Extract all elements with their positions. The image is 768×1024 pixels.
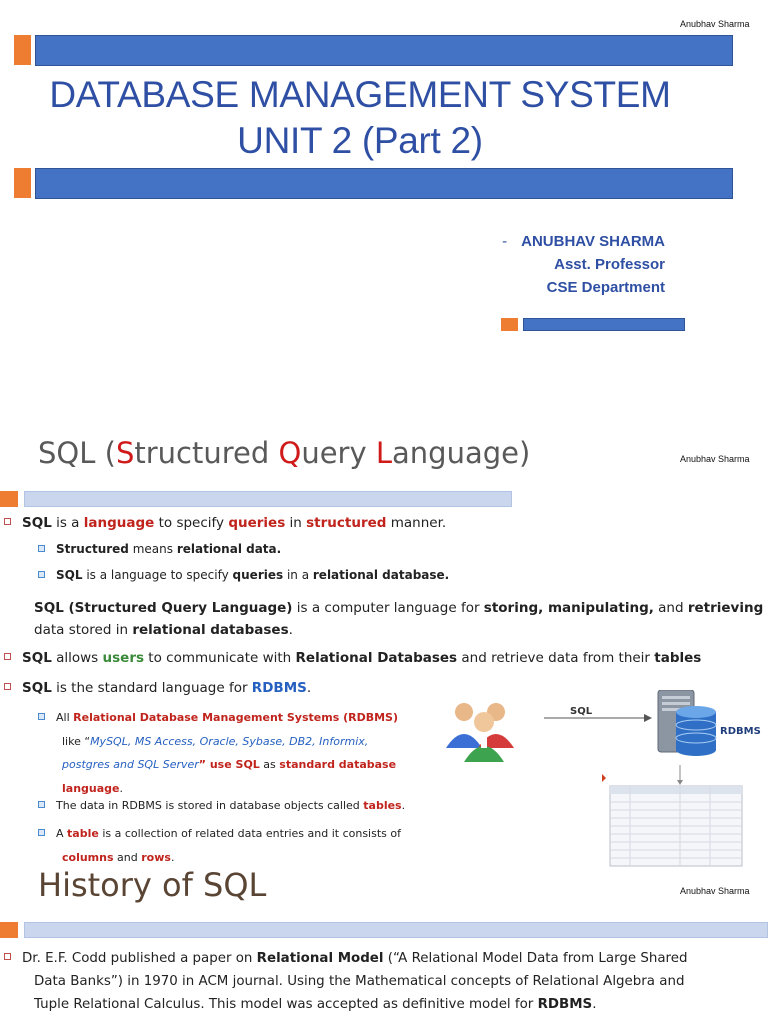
sub-bullet-structured — [38, 542, 281, 556]
bullet-marker — [38, 801, 45, 808]
sql-definition-paragraph — [34, 597, 763, 641]
text: is the standard language for — [51, 680, 252, 696]
blue-header-bar — [35, 35, 733, 66]
text: SQL (Structured Query Language) — [34, 600, 293, 616]
page-subtitle: UNIT 2 (Part 2) — [237, 120, 483, 161]
text: postgres and SQL Server — [62, 758, 199, 771]
blue-footer-bar — [35, 168, 733, 199]
text: Structured — [56, 542, 129, 556]
database-icon — [676, 706, 716, 756]
slide-title: History of SQL — [38, 866, 267, 904]
text: Dr. E.F. Codd published a paper on — [22, 951, 257, 966]
text: storing, manipulating, — [483, 600, 654, 616]
text: to communicate with — [144, 650, 296, 666]
text: relational data. — [176, 542, 282, 556]
bullet-marker — [38, 713, 45, 720]
history-paragraph — [4, 947, 687, 1016]
text: structured — [306, 515, 387, 531]
text: is a language to specify — [82, 568, 233, 582]
author-watermark: Anubhav Sharma — [680, 886, 750, 896]
text: Tuple Relational Calculus. This model was accepted as definitive model for — [34, 997, 538, 1012]
text: The data in RDBMS is stored in database objects called — [56, 799, 364, 812]
author-name: ANUBHAV SHARMA — [521, 233, 665, 250]
blue-accent-bar — [24, 922, 768, 938]
text: relational database. — [312, 568, 450, 582]
text: and retrieve data from their — [457, 650, 655, 666]
text: Relational Database Management Systems (RDBMS) — [73, 711, 398, 724]
text: means — [128, 542, 177, 556]
bullet-marker — [38, 829, 45, 836]
text: . — [288, 622, 293, 638]
bullet-marker — [4, 953, 11, 960]
text: in a — [283, 568, 313, 582]
title-part: tructured — [134, 436, 279, 470]
sub-bullet-tables — [38, 799, 405, 812]
bullet-marker — [38, 571, 45, 578]
sql-arrow-label: SQL — [570, 706, 593, 717]
text: All — [56, 711, 74, 724]
rdbms-label: RDBMS — [720, 726, 761, 737]
text: is a — [51, 515, 84, 531]
blue-accent-bar — [24, 491, 512, 507]
sub-bullet-rdbms-list — [38, 706, 398, 800]
title-part: SQL ( — [38, 436, 116, 470]
text: Data Banks”) in 1970 in ACM journal. Using the Mathematical concepts of Relational Algebra and — [34, 974, 685, 989]
orange-accent-block — [14, 168, 31, 198]
text: and — [113, 851, 142, 864]
bullet-sql-definition — [4, 515, 446, 531]
title-part: anguage) — [392, 436, 531, 470]
bullet-marker — [38, 545, 45, 552]
text: table — [67, 827, 99, 840]
orange-accent-block — [501, 318, 518, 331]
text: standard database — [279, 758, 397, 771]
table-preview — [610, 786, 742, 866]
title-part: uery — [301, 436, 376, 470]
author-watermark: Anubhav Sharma — [680, 19, 750, 29]
blue-accent-bar — [523, 318, 685, 331]
text: . — [592, 997, 597, 1012]
orange-accent-block — [0, 491, 18, 507]
text: Relational Model — [256, 951, 384, 966]
author-info — [502, 230, 665, 299]
text: manner. — [386, 515, 447, 531]
bullet-sql-communicate — [4, 650, 701, 666]
text: language — [62, 781, 120, 795]
text: A — [56, 827, 68, 840]
text: SQL — [22, 680, 52, 696]
orange-accent-block — [0, 922, 18, 938]
text: queries — [228, 515, 286, 531]
sub-bullet-sql-language — [38, 568, 449, 582]
orange-accent-block — [14, 35, 31, 65]
text: rows — [141, 851, 171, 864]
text: SQL — [22, 515, 52, 531]
author-role: Asst. Professor — [554, 256, 665, 273]
text: queries — [232, 568, 284, 582]
slide-title — [38, 436, 530, 470]
text: in — [285, 515, 307, 531]
bullet-marker — [4, 653, 11, 660]
bullet-marker — [4, 683, 11, 690]
text: tables — [654, 650, 702, 666]
text: . — [119, 781, 123, 795]
text: RDBMS — [251, 680, 307, 696]
sql-rdbms-diagram — [440, 690, 768, 870]
text: MySQL, MS Access, Oracle, Sybase, DB2, Informix, — [90, 734, 369, 748]
text: RDBMS — [537, 997, 593, 1012]
title-letter-l: L — [375, 436, 393, 470]
text: to specify — [154, 515, 229, 531]
author-dept: CSE Department — [546, 279, 665, 296]
text: is a collection of related data entries and it consists of — [98, 827, 401, 840]
users-icon — [446, 703, 514, 762]
text: (“A Relational Model Data from Large Shared — [383, 951, 688, 966]
text: like “ — [62, 734, 91, 748]
text: users — [102, 650, 145, 666]
text: SQL — [22, 650, 52, 666]
text: . — [170, 851, 175, 864]
bullet-marker — [4, 518, 11, 525]
text: as — [259, 758, 280, 771]
text: language — [83, 515, 155, 531]
text: SQL — [56, 568, 83, 582]
sub-bullet-table-definition — [38, 822, 401, 870]
bullet-sql-standard — [4, 680, 311, 696]
page-title: DATABASE MANAGEMENT SYSTEM — [49, 74, 671, 115]
text: . — [401, 799, 406, 812]
author-dash: - — [502, 233, 508, 250]
text: is a computer language for — [292, 600, 484, 616]
text: data stored in — [34, 622, 133, 638]
title-letter-q: Q — [278, 436, 302, 470]
text: columns — [62, 851, 114, 864]
text: ” use SQL — [198, 758, 260, 771]
author-watermark: Anubhav Sharma — [680, 454, 750, 464]
diagram-graphic — [440, 690, 768, 870]
text: relational databases — [132, 622, 289, 638]
text: Relational Databases — [295, 650, 458, 666]
text: and — [653, 600, 688, 616]
text: allows — [51, 650, 103, 666]
text: tables — [363, 799, 402, 812]
text: . — [306, 680, 312, 696]
text: retrieving — [687, 600, 764, 616]
title-letter-s: S — [115, 436, 135, 470]
